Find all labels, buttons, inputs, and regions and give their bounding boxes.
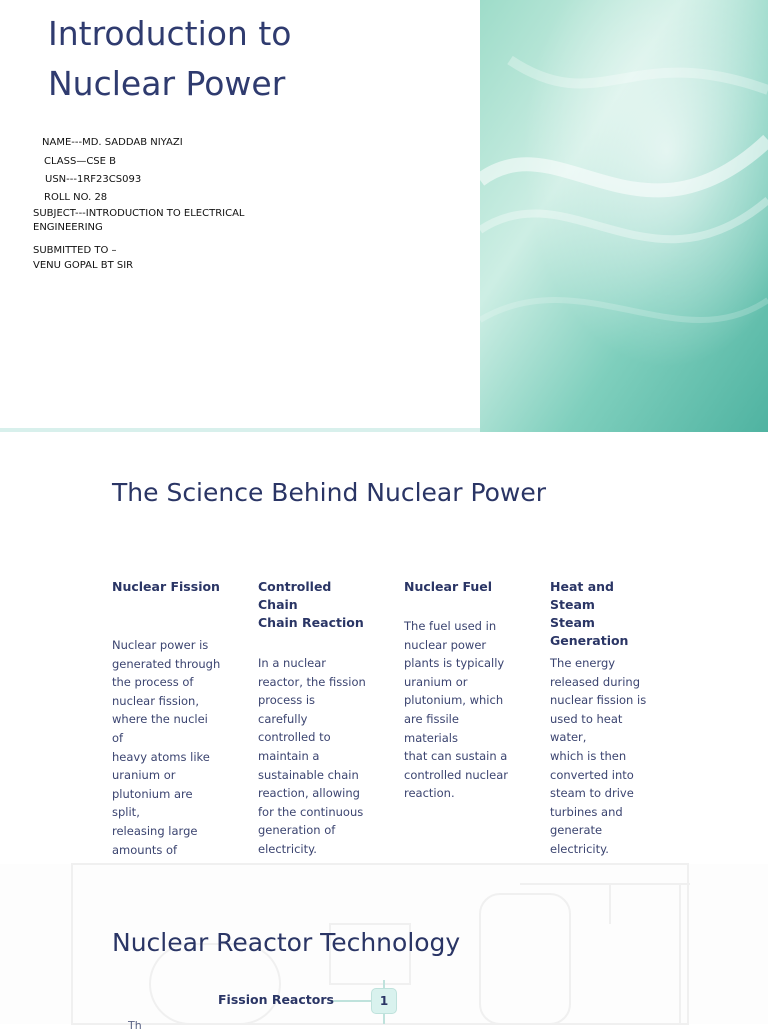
column-body-line: reaction, allowing <box>258 786 360 801</box>
column-body <box>258 654 368 859</box>
column-body-line: controlled to <box>258 730 331 745</box>
title-slide-text <box>0 0 480 432</box>
column-body-line: plutonium are split, <box>112 786 193 820</box>
hero-image <box>480 0 768 432</box>
title-slide <box>0 0 768 432</box>
submitted-line-2: VENU GOPAL BT SIR <box>33 260 134 271</box>
column-body <box>404 617 514 803</box>
column-body-line: The fuel used in <box>404 619 497 633</box>
title-line-2: Nuclear Power <box>48 64 286 103</box>
subject-line-2: ENGINEERING <box>33 222 103 233</box>
column-body-line: controlled nuclear <box>404 767 509 782</box>
column-body-line: are fissile materials <box>404 711 459 745</box>
column-heading-line: Generation <box>550 633 629 648</box>
column-body-line: plants is typically <box>404 656 505 671</box>
column-body-line: maintain a <box>258 748 320 763</box>
abstract-wave-image <box>480 0 768 432</box>
column-body-line: nuclear fission is <box>550 693 647 708</box>
fission-reactors-label: Fission Reactors <box>218 992 334 1007</box>
column-heading-line: Nuclear Fission <box>112 579 220 594</box>
column-heading-line: Nuclear Fuel <box>404 579 493 594</box>
science-column <box>404 578 514 801</box>
column-body-line: which is then <box>550 748 627 763</box>
column-heading <box>112 578 222 596</box>
column-body-line: sustainable chain <box>258 767 359 782</box>
step-number-badge: 1 <box>371 988 397 1014</box>
column-body-line: electricity. <box>258 841 317 856</box>
submitted-line-1: SUBMITTED TO – <box>33 245 117 256</box>
student-usn: USN---1RF23CS093 <box>45 174 142 185</box>
column-heading-line: Controlled Chain <box>258 579 332 612</box>
reactor-slide <box>0 864 768 1032</box>
column-body-line: the process of <box>112 675 194 690</box>
column-heading-line: Heat and Steam <box>550 579 614 612</box>
science-column <box>112 578 222 857</box>
column-body-line: generate electricity. <box>550 823 609 856</box>
subject-line-1: SUBJECT---INTRODUCTION TO ELECTRICAL <box>33 208 245 219</box>
column-body-line: The energy <box>550 656 616 670</box>
column-body-line: uranium or <box>404 674 468 689</box>
column-body-line: reactor, the fission <box>258 674 366 689</box>
science-slide-title: The Science Behind Nuclear Power <box>112 478 547 507</box>
column-body-line: plutonium, which <box>404 693 504 708</box>
column-body-line: releasing large <box>112 823 198 838</box>
science-column <box>550 578 660 856</box>
column-body-line: converted into <box>550 767 634 782</box>
column-body-line: where the nuclei of <box>112 712 208 745</box>
column-body-line: amounts of <box>112 842 178 857</box>
column-body-line: nuclear fission, <box>112 693 200 708</box>
column-body-line: nuclear power <box>404 637 487 652</box>
reactor-slide-title: Nuclear Reactor Technology <box>112 928 461 957</box>
column-body-line: turbines and <box>550 804 623 819</box>
column-body-line: released during <box>550 674 640 689</box>
column-body-line: Nuclear power is <box>112 638 209 652</box>
column-body-line: used to heat water, <box>550 711 623 745</box>
column-body <box>550 654 660 859</box>
column-heading <box>550 578 660 650</box>
column-body-line: for the continuous <box>258 804 364 819</box>
column-body-line: uranium or <box>112 768 176 783</box>
column-body-line: steam to drive <box>550 786 634 801</box>
student-name: NAME---MD. SADDAB NIYAZI <box>42 137 183 148</box>
column-heading-line: Chain Reaction <box>258 615 364 630</box>
column-body-line: In a nuclear <box>258 656 326 670</box>
title-line-1: Introduction to <box>48 14 292 53</box>
science-slide <box>0 432 768 864</box>
column-body-line: reaction. <box>404 786 455 801</box>
column-heading <box>404 578 514 596</box>
column-heading <box>258 578 368 632</box>
timeline-connector <box>330 1000 372 1002</box>
column-body-line: that can sustain a <box>404 749 508 764</box>
student-class: CLASS—CSE B <box>44 156 117 167</box>
column-body <box>112 636 222 878</box>
column-body-line: generation of <box>258 823 336 838</box>
column-body-line: heavy atoms like <box>112 749 210 764</box>
science-column <box>258 578 368 856</box>
column-body-line: generated through <box>112 656 221 671</box>
partial-body-text: Th <box>128 1019 142 1032</box>
column-heading-line: Steam <box>550 615 595 630</box>
column-body-line: process is carefully <box>258 693 316 726</box>
student-roll: ROLL NO. 28 <box>44 192 108 203</box>
